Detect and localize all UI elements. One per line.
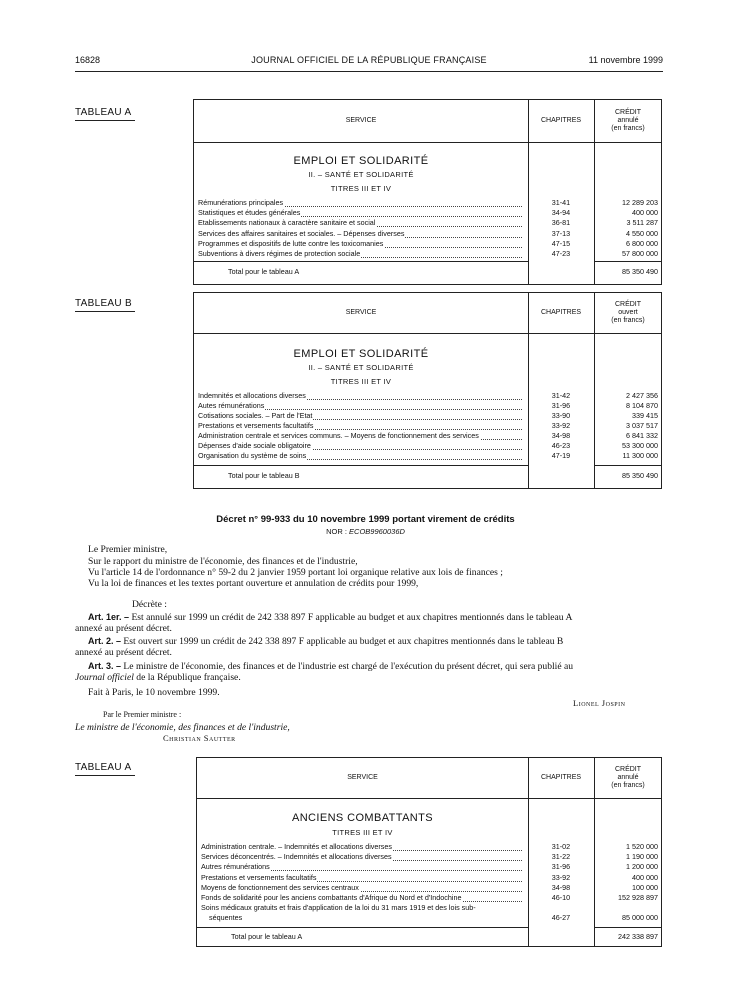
decree-line: Le Premier ministre, — [88, 544, 168, 555]
table-row — [198, 411, 528, 421]
row-amount: 2 427 356 — [626, 391, 658, 400]
row-chapter: 37-13 — [551, 228, 571, 238]
table-header — [194, 100, 661, 143]
article-2: Art. 2. – Est ouvert sur 1999 un crédit de 242 338 897 F applicable au budget et aux chapitres mentionnés dans le tableau B — [88, 636, 564, 647]
row-label: Autes rémunérations — [198, 401, 265, 410]
row-amount: 1 520 000 — [626, 842, 658, 851]
col-service: SERVICE — [345, 309, 377, 316]
table-row — [198, 208, 528, 218]
decree-line: Vu la loi de finances et les textes portant ouverture et annulation de crédits pour 1999, — [88, 578, 419, 589]
table-row — [198, 431, 528, 441]
table-row — [198, 239, 528, 249]
row-chapter: 46-10 — [551, 893, 571, 902]
row-amount: 6 841 332 — [626, 431, 658, 440]
row-label: Administration centrale et services communs. – Moyens de fonctionnement des services — [198, 431, 479, 440]
row-chapter: 31-22 — [551, 852, 571, 862]
table-header — [197, 758, 661, 799]
table-b-emploi — [193, 292, 662, 489]
ministry-title: EMPLOI ET SOLIDARITÉ — [293, 348, 429, 360]
total-row: Total pour le tableau A — [228, 267, 528, 277]
row-chapter: 31-42 — [551, 391, 571, 400]
row-label: Services des affaires sanitaires et sociales. – Dépenses diverses — [198, 228, 405, 238]
total-amount: 85 350 490 — [622, 267, 658, 276]
row-label: Fonds de solidarité pour les anciens combattants d'Afrique du Nord et d'Indochine — [201, 893, 462, 902]
row-label: Administration centrale. – Indemnités et allocations diverses — [201, 842, 392, 851]
minister-name: Christian Sautter — [163, 733, 236, 743]
table-row — [201, 862, 528, 872]
row-amount: 57 800 000 — [622, 249, 658, 258]
section-title: II. – SANTÉ ET SOLIDARITÉ — [308, 170, 414, 179]
table-row — [201, 842, 528, 852]
row-label: Rémunérations principales — [198, 198, 284, 207]
table-row — [198, 249, 528, 259]
row-chapter: 31-41 — [551, 198, 571, 207]
table-a-label: TABLEAU A — [75, 762, 135, 776]
table-row: Soins médicaux gratuits et frais d'application de la loi du 31 mars 1919 et des lois sub- — [201, 903, 476, 912]
row-amount: 339 415 — [632, 411, 658, 420]
row-amount: 8 104 870 — [626, 401, 658, 410]
article-3-cont: Journal officiel de la République française. — [75, 672, 241, 683]
decree-line: Sur le rapport du ministre de l'économie, des finances et de l'industrie, — [88, 556, 358, 567]
col-chapters: CHAPITRES — [540, 774, 582, 781]
table-a-anciens-combattants: SERVICE CHAPITRES CRÉDIT annulé (en francs) ANCIENS COMBATTANTS TITRES III ET IV Administration centrale. – Indemnités et allocations diverses 31-02 1 520 000 Services déconcentrés. – Indemnités et allocations diverses 31-22 1 190 000 Autres rémunérations 31-96 1 200 000 Prestations et versements facultatifs 33-92 400 000 Moyens de fonctionnement des services centraux 34-98 100 000 Fonds de solidarité pour les anciens combattants d'Afrique du Nord et d'Indochine 46-10 152 928 897 Soins médicaux gratuits et frais d'application de la loi du 31 mars 1919 et des lois sub- séquentes 46-27 85 000 000 Total pour le tableau A 242 338 897 — [196, 757, 662, 947]
row-label: Dépenses d'aide sociale obligatoire — [198, 441, 311, 450]
col-credit: CRÉDIT annulé (en francs) — [611, 766, 645, 789]
row-chapter: 31-02 — [551, 842, 571, 851]
article-1: Art. 1er. – Est annulé sur 1999 un crédit de 242 338 897 F applicable au budget et aux chapitres mentionnés dans le tableau A — [88, 612, 573, 623]
row-chapter: 47-19 — [551, 451, 571, 460]
row-label: Prestations et versements facultatifs — [201, 872, 317, 882]
table-row — [198, 421, 528, 431]
row-label: Services déconcentrés. – Indemnités et allocations diverses — [201, 852, 392, 862]
row-amount: 400 000 — [632, 208, 658, 218]
table-row — [201, 852, 528, 862]
row-amount: 12 289 203 — [622, 198, 658, 207]
issue-date: 11 novembre 1999 — [588, 55, 663, 65]
decree-line: Vu l'article 14 de l'ordonnance n° 59-2 du 2 janvier 1959 portant loi organique relative aux lois de finances ; — [88, 567, 503, 578]
ministry-title: ANCIENS COMBATTANTS — [291, 812, 434, 824]
row-label: Indemnités et allocations diverses — [198, 391, 306, 400]
total-row: Total pour le tableau B — [228, 471, 528, 481]
row-amount: 152 928 897 — [618, 893, 658, 902]
row-amount: 4 550 000 — [626, 228, 658, 238]
row-chapter: 33-90 — [551, 411, 571, 420]
col-service: SERVICE — [345, 117, 377, 124]
total-amount: 242 338 897 — [618, 932, 658, 941]
table-row — [198, 451, 528, 461]
row-chapter: 33-92 — [551, 421, 571, 430]
table-row — [198, 218, 528, 228]
titles-heading: TITRES III ET IV — [330, 377, 392, 386]
table-row — [198, 229, 528, 239]
row-amount: 11 300 000 — [622, 451, 658, 460]
col-credit: CRÉDIT ouvert (en francs) — [611, 301, 645, 324]
signer-name: Lionel Jospin — [573, 698, 626, 708]
row-label: Cotisations sociales. – Part de l'Etat — [198, 411, 313, 420]
decree-title: Décret n° 99-933 du 10 novembre 1999 portant virement de crédits — [216, 514, 515, 525]
done-at: Fait à Paris, le 10 novembre 1999. — [88, 687, 220, 698]
minister-title: Le ministre de l'économie, des finances et de l'industrie, — [75, 722, 290, 733]
table-row — [198, 441, 528, 451]
row-label: Organisation du système de soins — [198, 451, 307, 460]
decrete: Décrète : — [132, 599, 167, 610]
row-amount: 6 800 000 — [626, 238, 658, 248]
row-label: Subventions à divers régimes de protection sociale — [198, 249, 361, 258]
total-amount: 85 350 490 — [622, 471, 658, 480]
row-amount: 3 037 517 — [626, 421, 658, 430]
article-3: Art. 3. – Le ministre de l'économie, des finances et de l'industrie est chargé de l'exécution du présent décret, qui sera publié au — [88, 661, 574, 672]
nor-reference: NOR : ECOB9960036D — [326, 527, 405, 536]
row-amount: 3 511 287 — [626, 218, 658, 228]
table-b-label: TABLEAU B — [75, 298, 135, 312]
row-label: Autres rémunérations — [201, 862, 270, 872]
section-title: II. – SANTÉ ET SOLIDARITÉ — [308, 363, 414, 372]
row-chapter: 34-98 — [551, 882, 571, 892]
row-chapter: 36-81 — [551, 218, 571, 228]
article-2-cont: annexé au présent décret. — [75, 647, 172, 658]
row-label: Moyens de fonctionnement des services centraux — [201, 882, 359, 892]
row-chapter: 47-23 — [551, 249, 571, 258]
journal-title: JOURNAL OFFICIEL DE LA RÉPUBLIQUE FRANÇAISE — [251, 55, 487, 65]
row-chapter: 31-96 — [551, 401, 571, 410]
running-header — [75, 55, 663, 72]
row-amount: 53 300 000 — [622, 441, 658, 450]
nor-code: ECOB9960036D — [349, 527, 405, 536]
row-chapter: 31-96 — [551, 862, 571, 872]
col-chapters: CHAPITRES — [540, 117, 582, 124]
titles-heading: TITRES III ET IV — [332, 828, 393, 837]
row-label: Etablissements nationaux à caractère sanitaire et social — [198, 218, 376, 228]
titles-heading: TITRES III ET IV — [330, 184, 392, 193]
row-chapter: 34-98 — [551, 431, 571, 440]
col-service: SERVICE — [347, 774, 378, 781]
table-row — [201, 883, 528, 893]
row-chapter: 47-15 — [551, 238, 571, 248]
row-chapter: 33-92 — [551, 872, 571, 882]
row-chapter: 46-23 — [551, 441, 571, 450]
by-pm: Par le Premier ministre : — [103, 710, 182, 719]
table-row — [198, 401, 528, 411]
table-a-label: TABLEAU A — [75, 107, 135, 121]
row-chapter: 34-94 — [551, 208, 571, 218]
page-number: 16828 — [75, 55, 101, 65]
row-label: Statistiques et études générales — [198, 208, 301, 218]
row-amount: 1 200 000 — [626, 862, 658, 872]
row-label: Programmes et dispositifs de lutte contre les toxicomanies — [198, 238, 384, 248]
ministry-title: EMPLOI ET SOLIDARITÉ — [293, 155, 429, 167]
table-row — [201, 893, 528, 903]
article-1-cont: annexé au présent décret. — [75, 623, 172, 634]
total-row: Total pour le tableau A — [231, 932, 528, 942]
row-label: Prestations et versements facultatifs — [198, 421, 314, 430]
table-row — [198, 198, 528, 208]
table-row — [198, 391, 528, 401]
table-header — [194, 293, 661, 334]
row-amount: 400 000 — [632, 872, 658, 882]
table-row — [201, 873, 528, 883]
row-amount: 1 190 000 — [626, 852, 658, 862]
row-amount: 100 000 — [632, 882, 658, 892]
col-chapters: CHAPITRES — [540, 309, 582, 316]
col-credit: CRÉDIT annulé (en francs) — [611, 109, 645, 132]
table-a-emploi — [193, 99, 662, 285]
